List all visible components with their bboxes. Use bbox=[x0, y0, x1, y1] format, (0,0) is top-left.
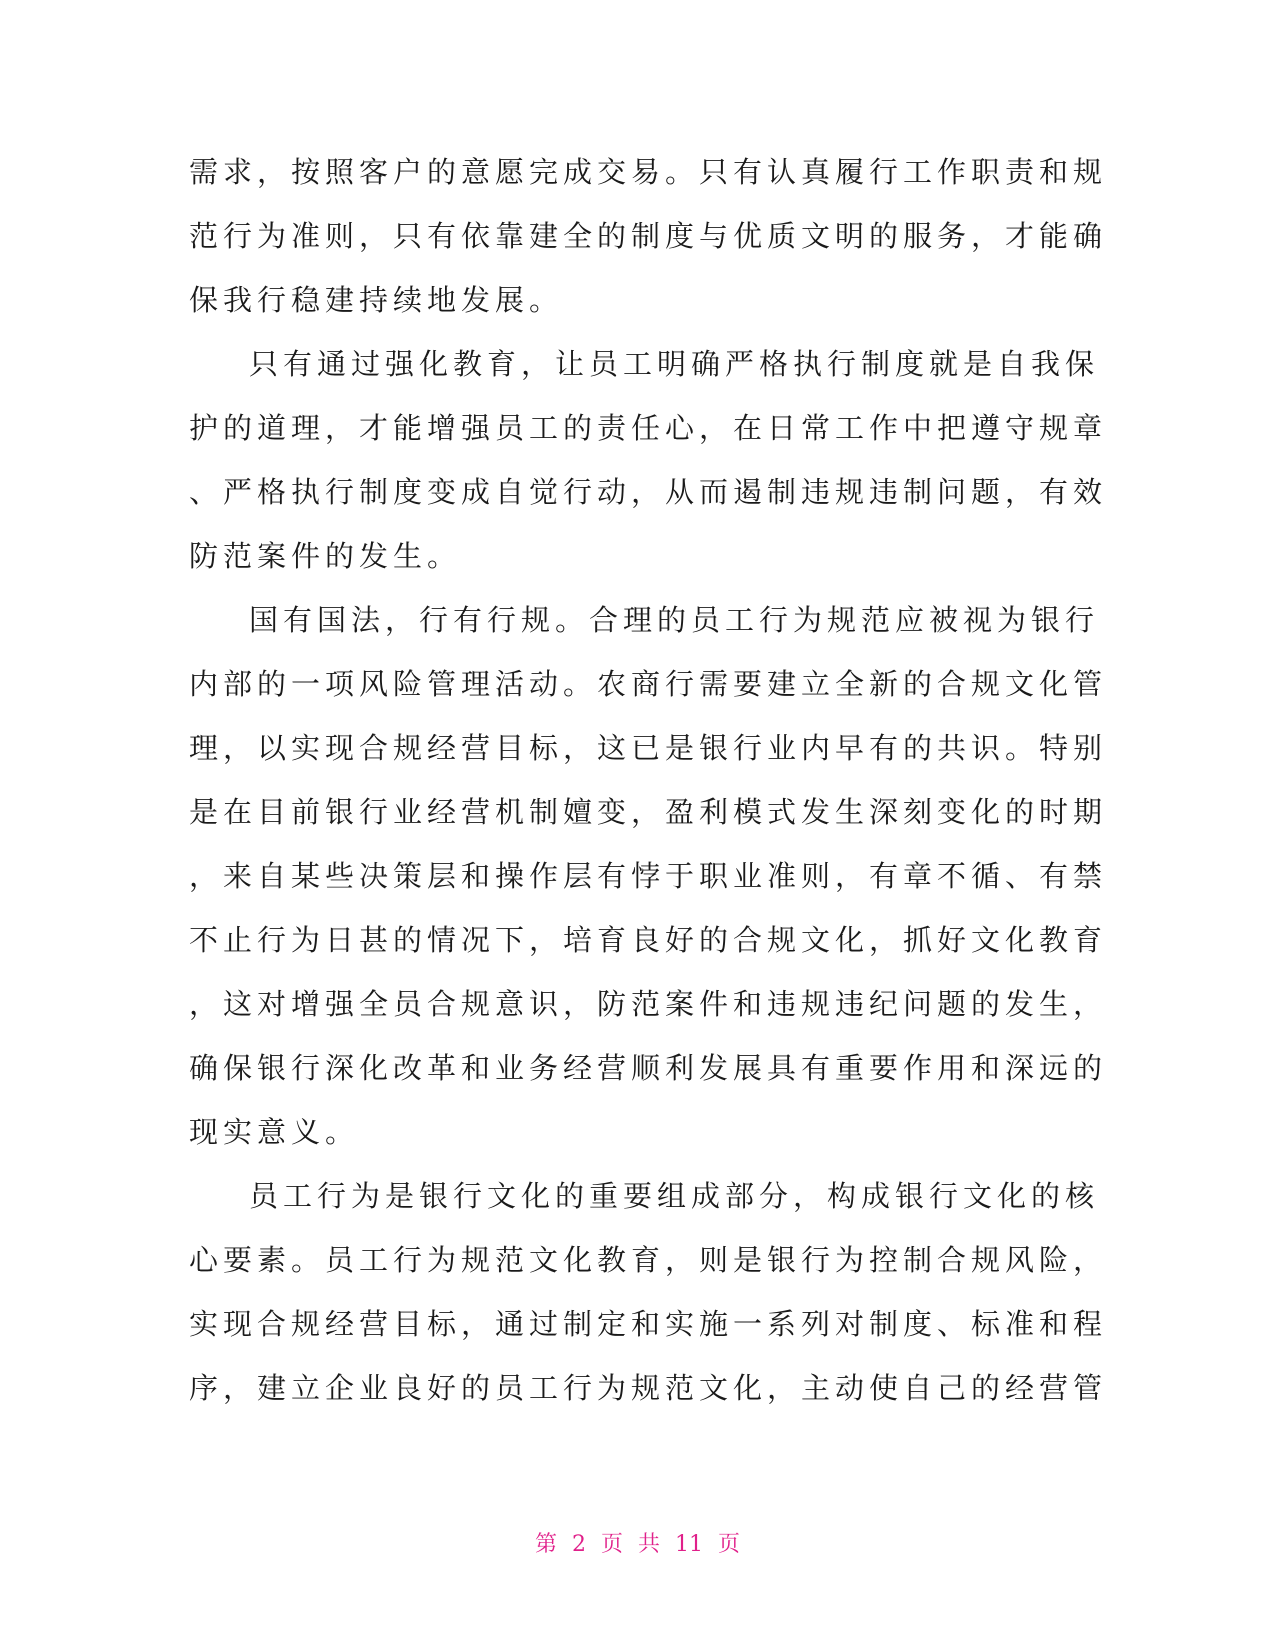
text-line: 确保银行深化改革和业务经营顺利发展具有重要作用和深远的 bbox=[189, 1051, 1108, 1085]
text-line: 范行为准则，只有依靠建全的制度与优质文明的服务，才能确 bbox=[189, 219, 1108, 253]
text-line: 防范案件的发生。 bbox=[189, 539, 462, 573]
paragraph-first-line: 员工行为是银行文化的重要组成部分，构成银行文化的核 bbox=[249, 1179, 1100, 1213]
text-line: 现实意义。 bbox=[189, 1115, 360, 1149]
paragraph-first-line: 只有通过强化教育，让员工明确严格执行制度就是自我保 bbox=[249, 347, 1100, 381]
text-line: ，来自某些决策层和操作层有悖于职业准则，有章不循、有禁 bbox=[189, 859, 1108, 893]
paragraph-first-line: 国有国法，行有行规。合理的员工行为规范应被视为银行 bbox=[249, 603, 1100, 637]
text-line: 、严格执行制度变成自觉行动，从而遏制违规违制问题，有效 bbox=[189, 475, 1108, 509]
text-line: ，这对增强全员合规意识，防范案件和违规违纪问题的发生， bbox=[189, 987, 1108, 1021]
page-number-footer: 第 2 页 共 11 页 bbox=[535, 1532, 740, 1557]
text-line: 理，以实现合规经营目标，这已是银行业内早有的共识。特别 bbox=[189, 731, 1108, 765]
text-line: 需求，按照客户的意愿完成交易。只有认真履行工作职责和规 bbox=[189, 155, 1108, 189]
text-line: 心要素。员工行为规范文化教育，则是银行为控制合规风险， bbox=[189, 1243, 1108, 1277]
text-line: 实现合规经营目标，通过制定和实施一系列对制度、标准和程 bbox=[189, 1307, 1108, 1341]
text-line: 内部的一项风险管理活动。农商行需要建立全新的合规文化管 bbox=[189, 667, 1108, 701]
text-line: 是在目前银行业经营机制嬗变，盈利模式发生深刻变化的时期 bbox=[189, 795, 1108, 829]
body-text bbox=[189, 140, 1108, 1420]
text-line: 序，建立企业良好的员工行为规范文化，主动使自己的经营管 bbox=[189, 1371, 1108, 1405]
text-line: 保我行稳建持续地发展。 bbox=[189, 283, 564, 317]
text-line: 不止行为日甚的情况下，培育良好的合规文化，抓好文化教育 bbox=[189, 923, 1108, 957]
text-line: 护的道理，才能增强员工的责任心，在日常工作中把遵守规章 bbox=[189, 411, 1108, 445]
